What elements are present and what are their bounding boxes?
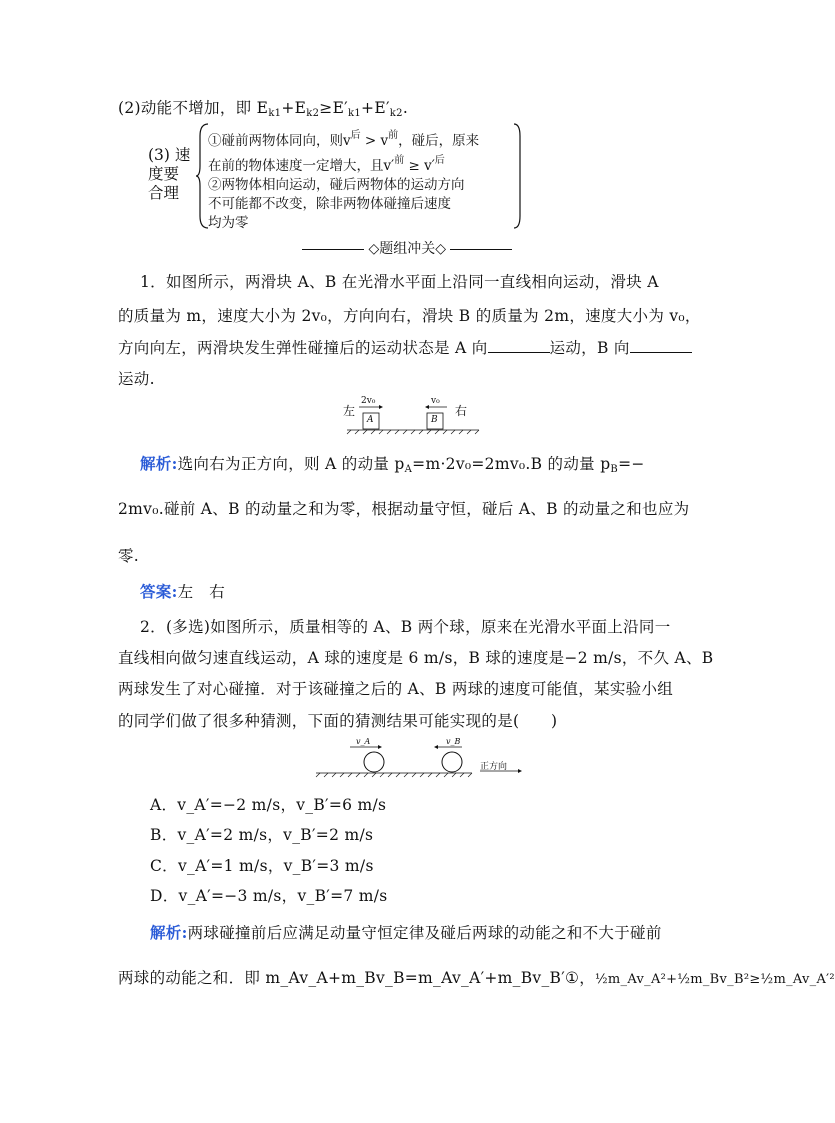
velocity-b-label: v₀ — [431, 396, 440, 406]
speed-condition-label: (3) 速 度要 合理 — [148, 146, 191, 202]
q2-figure — [312, 737, 528, 781]
q1-answer: 答案:左 右 — [140, 582, 226, 601]
q2-solution-2: 两球的动能之和．即 m_Av_A+m_Bv_B=m_Av_A′+m_Bv_B′①，½m_Av_A²+½m_Bv_B²≥½m_Av_A′² — [118, 969, 835, 987]
q1-line-4: 运动. — [118, 370, 155, 388]
positive-direction-label: 正方向 — [480, 762, 508, 772]
velocity-a-label: v_A — [356, 737, 371, 746]
q2-solution-1: 解析:两球碰撞前后应满足动量守恒定律及碰后两球的动能之和不大于碰前 — [150, 923, 662, 942]
velocity-a-label: 2v₀ — [361, 396, 376, 406]
q2-line-4: 的同学们做了很多种猜测，下面的猜测结果可能实现的是( ) — [118, 712, 558, 730]
label-left: 左 — [343, 404, 356, 418]
block-a: A — [367, 415, 374, 425]
kinetic-energy-condition: (2)动能不增加，即 $E_{k1}+E_{k2}\ge E'_{k1}+E'_{k2}$. — [118, 99, 409, 119]
q1-solution-1: 解析:选向右为正方向，则 A 的动量 $p_A=m\cdot 2v_0=2mv_0.B$ 的动量 $p_B=-$ — [140, 454, 645, 475]
q2-line-3: 两球发生了对心碰撞．对于该碰撞之后的 A、B 两球的速度可能值，某实验小组 — [118, 680, 674, 698]
option-c: C．v_A′=1 m/s，v_B′=3 m/s — [150, 857, 374, 875]
answer-blank-b — [630, 338, 692, 353]
option-d: D．v_A′=−3 m/s，v_B′=7 m/s — [150, 887, 388, 905]
block-b: B — [431, 415, 438, 425]
q1-line-1: 1．如图所示，两滑块 A、B 在光滑水平面上沿同一直线相向运动，滑块 A — [140, 273, 659, 291]
q1-solution-3: 零. — [118, 547, 140, 565]
q2-line-1: 2．(多选)如图所示，质量相等的 A、B 两个球，原来在光滑水平面上沿同一 — [140, 618, 671, 636]
option-a: A．v_A′=−2 m/s，v_B′=6 m/s — [150, 796, 387, 814]
option-b: B．v_A′=2 m/s，v_B′=2 m/s — [150, 826, 374, 844]
q1-solution-2: 2mv₀.碰前 A、B 的动量之和为零，根据动量守恒，碰后 A、B 的动量之和也应为 — [118, 500, 690, 518]
section-divider — [302, 238, 512, 258]
q2-line-2: 直线相向做匀速直线运动，A 球的速度是 6 m/s，B 球的速度是−2 m/s，不久 A、B — [118, 649, 714, 667]
label-right: 右 — [455, 404, 468, 418]
velocity-b-label: v_B — [446, 737, 461, 746]
q1-figure — [343, 396, 483, 436]
speed-condition-body: ①碰前两物体同向，则$v^后 > v^前$，碰后，原来 在前的物体速度一定增大，且$v'^前 \ge v'^后$ ②两物体相向运动，碰后两物体的运动方向 不可能都不改变，除非两物体碰撞后速度 均为零 — [208, 130, 480, 231]
q1-line-3: 方向向左，两滑块发生弹性碰撞后的运动状态是 A 向 运动，B 向 — [118, 336, 692, 358]
q1-diagram — [343, 396, 483, 436]
q1-line-2: 的质量为 m，速度大小为 2v₀，方向向右，滑块 B 的质量为 2m，速度大小为 v₀， — [118, 307, 701, 325]
q2-diagram — [312, 737, 528, 781]
section-title: ◇题组冲关◇ — [368, 241, 446, 257]
answer-blank-a — [488, 338, 550, 353]
right-bracket — [512, 122, 524, 230]
